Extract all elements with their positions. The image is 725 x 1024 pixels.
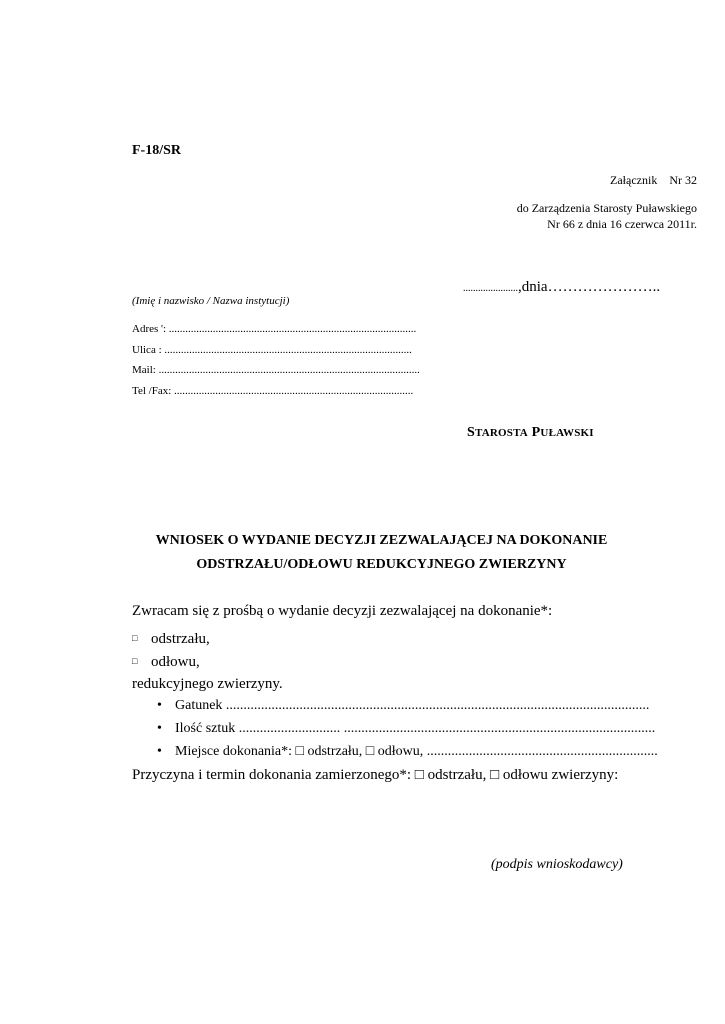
place-dots: ......................	[463, 283, 518, 294]
option-odlow	[132, 654, 200, 671]
tel-fax-field: Tel /Fax: .......................................................................................	[132, 385, 414, 397]
annex-reference	[517, 200, 697, 232]
place-date-line	[463, 279, 660, 296]
recipient-part1-cap: S	[467, 425, 475, 440]
bullet-species	[157, 698, 649, 714]
recipient	[467, 425, 594, 441]
annex-label: Załącznik	[610, 173, 658, 187]
request-suffix: redukcyjnego zwierzyny.	[132, 676, 283, 692]
document-title-line-2: ODSTRZAŁU/ODŁOWU REDUKCYJNEGO ZWIERZYNY	[196, 557, 567, 572]
bullet-location	[157, 744, 658, 760]
request-intro: Zwracam się z prośbą o wydanie decyzji zezwalającej na dokonanie*:	[132, 603, 553, 619]
form-code: F-18/SR	[132, 143, 181, 158]
bullet-icon: •	[157, 698, 162, 713]
annex-line-2: do Zarządzenia Starosty Puławskiego	[516, 201, 697, 215]
bullet-icon: •	[157, 744, 162, 759]
checkbox-icon[interactable]: □	[132, 656, 138, 666]
mail-field: Mail: ...............................................................................................	[132, 364, 420, 376]
address-field: Adres ': ..........................................................................................	[132, 323, 417, 335]
option-odlow-label: odłowu,	[151, 654, 200, 670]
applicant-name-label: (Imię i nazwisko / Nazwa instytucji)	[132, 295, 290, 307]
option-odstrzal	[132, 631, 210, 648]
species-field: Gatunek .........................................................................................................................	[175, 698, 650, 713]
date-dots: ,dnia…………………..	[518, 279, 661, 295]
quantity-field: Ilość sztuk ............................. .........................................................................................	[175, 721, 656, 736]
location-field: Miejsce dokonania*: □ odstrzału, □ odłowu, ..................................................................	[175, 744, 658, 759]
recipient-part1-rest: TAROSTA	[475, 427, 528, 439]
recipient-part2-cap: P	[531, 425, 541, 440]
bullet-quantity	[157, 721, 655, 737]
street-field: Ulica : ..........................................................................................	[132, 344, 412, 356]
annex-number: Nr 32	[669, 173, 697, 187]
recipient-part2-rest: UŁAWSKI	[540, 427, 594, 439]
annex-header	[610, 172, 697, 188]
bullet-icon: •	[157, 721, 162, 736]
signature-label: (podpis wnioskodawcy)	[491, 857, 623, 872]
reason-line: Przyczyna i termin dokonania zamierzonego*: □ odstrzału, □ odłowu zwierzyny:	[132, 767, 619, 783]
option-odstrzal-label: odstrzału,	[151, 631, 210, 647]
annex-line-3: Nr 66 z dnia 16 czerwca 2011r.	[547, 217, 697, 231]
document-title-line-1: WNIOSEK O WYDANIE DECYZJI ZEZWALAJĄCEJ NA DOKONANIE	[155, 533, 608, 548]
checkbox-icon[interactable]: □	[132, 633, 138, 643]
